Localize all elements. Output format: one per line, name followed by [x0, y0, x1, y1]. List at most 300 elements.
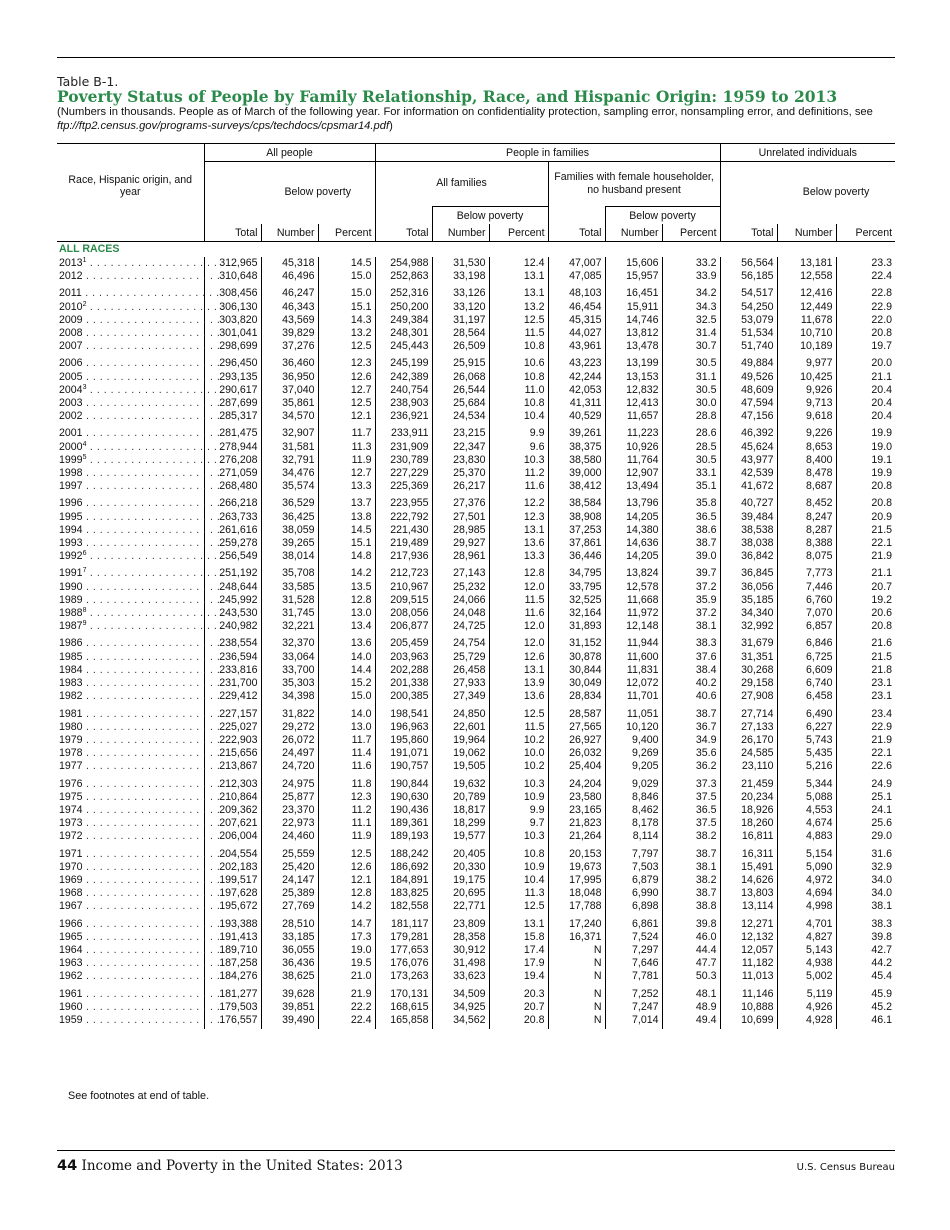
data-cell: 298,699: [204, 340, 261, 353]
data-cell: 207,621: [204, 817, 261, 830]
data-cell: 38,580: [548, 454, 605, 467]
data-cell: 12.5: [489, 900, 548, 913]
data-cell: 22.4: [836, 270, 895, 283]
data-cell: 38,038: [720, 537, 777, 550]
data-cell: 281,475: [204, 423, 261, 440]
data-cell: 7,247: [605, 1001, 662, 1014]
footnote-marker: 8: [82, 607, 87, 615]
data-cell: 23,809: [432, 914, 489, 931]
data-cell: 27,501: [432, 511, 489, 524]
data-cell: 278,944: [204, 441, 261, 454]
data-cell: 190,757: [375, 760, 432, 773]
data-cell: 12.5: [318, 844, 375, 861]
data-cell: 25,232: [432, 581, 489, 594]
data-cell: 9,226: [777, 423, 836, 440]
year-label: 1988: [59, 607, 83, 620]
year-cell: [57, 563, 225, 580]
table-row: [57, 830, 895, 843]
year-cell: [57, 467, 221, 480]
data-cell: 36,845: [720, 563, 777, 580]
data-cell: 249,384: [375, 314, 432, 327]
table-row: [57, 957, 895, 970]
data-cell: 11,146: [720, 984, 777, 1001]
data-cell: 34.2: [662, 283, 720, 300]
data-cell: 20,234: [720, 791, 777, 804]
data-cell: 35,574: [261, 480, 318, 493]
year-cell: [57, 690, 221, 703]
year-label: 1964: [59, 943, 83, 956]
data-cell: 20.7: [489, 1001, 548, 1014]
data-cell: 13.3: [489, 550, 548, 563]
data-cell: 38.3: [662, 633, 720, 650]
data-cell: 195,672: [204, 900, 261, 913]
data-cell: 303,820: [204, 314, 261, 327]
table-row: [57, 384, 895, 397]
leader-dots: . . . . . . . . . . . . . . . . . . . .: [82, 970, 221, 983]
year-label: 1999: [59, 453, 83, 466]
data-cell: 37.3: [662, 774, 720, 791]
data-cell: 6,458: [777, 690, 836, 703]
data-cell: 212,723: [375, 563, 432, 580]
data-cell: 34.9: [662, 734, 720, 747]
col-number: Number: [605, 224, 662, 242]
data-cell: 230,789: [375, 454, 432, 467]
data-cell: 50.3: [662, 970, 720, 983]
data-cell: 38,375: [548, 441, 605, 454]
leader-dots: . . . . . . . . . . . . . . . . . . . .: [82, 803, 221, 816]
year-cell: [57, 790, 221, 804]
year-label: 1994: [59, 523, 83, 536]
leader-dots: . . . . . . . . . . . . . . . . . . . .: [82, 313, 221, 326]
section-label: ALL RACES: [59, 242, 120, 255]
leader-dots: . . . . . . . . . . . . . . . . . . . .: [86, 453, 225, 466]
data-cell: 11.5: [489, 721, 548, 734]
leader-dots: . . . . . . . . . . . . . . . . . . . .: [86, 300, 225, 313]
data-cell: 254,988: [375, 257, 432, 270]
data-cell: 22.1: [836, 537, 895, 550]
data-cell: 245,443: [375, 340, 432, 353]
leader-dots: . . . . . . . . . . . . . . . . . . . .: [86, 620, 225, 633]
data-cell: 19,062: [432, 747, 489, 760]
data-cell: 195,860: [375, 734, 432, 747]
data-cell: 227,157: [204, 704, 261, 721]
data-cell: 35.1: [662, 480, 720, 493]
data-cell: 11,223: [605, 423, 662, 440]
data-cell: 12.1: [318, 410, 375, 423]
leader-dots: . . . . . . . . . . . . . . . . . . . .: [82, 497, 221, 510]
data-cell: 231,909: [375, 441, 432, 454]
data-cell: 252,316: [375, 283, 432, 300]
data-cell: 28,510: [261, 914, 318, 931]
data-cell: 14,626: [720, 874, 777, 887]
agency-name: U.S. Census Bureau: [796, 1162, 895, 1173]
table-row: [57, 914, 895, 931]
data-cell: 15.2: [318, 677, 375, 690]
data-cell: 6,227: [777, 721, 836, 734]
data-cell: 11.2: [318, 804, 375, 817]
data-cell: 19,505: [432, 760, 489, 773]
data-cell: 20.8: [489, 1014, 548, 1029]
data-cell: 34.3: [662, 301, 720, 314]
table-row: [57, 340, 895, 353]
data-cell: 14.5: [318, 524, 375, 537]
data-cell: 41,311: [548, 397, 605, 410]
data-cell: 13.3: [318, 480, 375, 493]
data-cell: 10,710: [777, 327, 836, 340]
year-cell: [57, 440, 225, 454]
year-cell: [57, 774, 221, 791]
data-cell: 35,708: [261, 563, 318, 580]
data-cell: 7,773: [777, 563, 836, 580]
year-cell: [57, 607, 225, 620]
data-cell: 22.4: [318, 1014, 375, 1029]
data-cell: 17.3: [318, 931, 375, 944]
table-row: [57, 581, 895, 594]
data-cell: 5,088: [777, 791, 836, 804]
data-cell: 12.3: [318, 791, 375, 804]
data-cell: 30,049: [548, 677, 605, 690]
year-cell: [57, 537, 221, 550]
leader-dots: . . . . . . . . . . . . . . . . . . . .: [82, 537, 221, 550]
data-cell: 12.5: [318, 340, 375, 353]
data-cell: 39,265: [261, 537, 318, 550]
data-cell: 22,973: [261, 817, 318, 830]
data-cell: 21.5: [836, 651, 895, 664]
data-cell: 31,528: [261, 594, 318, 607]
data-cell: 49,526: [720, 371, 777, 384]
data-cell: 189,361: [375, 817, 432, 830]
data-cell: 8,478: [777, 467, 836, 480]
table-row: [57, 353, 895, 370]
data-cell: 19.2: [836, 594, 895, 607]
bottom-rule: [57, 1150, 895, 1151]
data-cell: 13.0: [318, 607, 375, 620]
data-cell: 40,529: [548, 410, 605, 423]
year-cell: [57, 817, 221, 830]
data-cell: 23,370: [261, 804, 318, 817]
data-cell: 7,524: [605, 931, 662, 944]
data-cell: 22,601: [432, 721, 489, 734]
data-cell: 14.7: [318, 914, 375, 931]
data-cell: 8,075: [777, 550, 836, 563]
data-cell: 17.9: [489, 957, 548, 970]
table-row: [57, 664, 895, 677]
year-label: 1959: [59, 1013, 83, 1026]
top-rule: [57, 57, 895, 58]
year-cell: [57, 580, 221, 594]
data-cell: 217,936: [375, 550, 432, 563]
data-cell: 8,388: [777, 537, 836, 550]
data-cell: 17,788: [548, 900, 605, 913]
data-cell: 25,559: [261, 844, 318, 861]
data-cell: 19,673: [548, 861, 605, 874]
year-cell: [57, 747, 221, 760]
year-label: 1984: [59, 663, 83, 676]
data-cell: 13,114: [720, 900, 777, 913]
data-cell: 227,229: [375, 467, 432, 480]
year-cell: [57, 620, 225, 633]
data-cell: 32,791: [261, 454, 318, 467]
data-cell: 44,027: [548, 327, 605, 340]
data-cell: 31,530: [432, 257, 489, 270]
data-cell: 12.1: [318, 874, 375, 887]
data-cell: 35.8: [662, 493, 720, 510]
data-cell: 24,720: [261, 760, 318, 773]
data-cell: 276,208: [204, 454, 261, 467]
year-cell: [57, 943, 221, 957]
data-cell: 9,713: [777, 397, 836, 410]
data-cell: 26,458: [432, 664, 489, 677]
data-cell: 9,029: [605, 774, 662, 791]
data-cell: 48,609: [720, 384, 777, 397]
data-cell: 30.5: [662, 353, 720, 370]
data-cell: 30.5: [662, 384, 720, 397]
data-cell: 250,200: [375, 301, 432, 314]
leader-dots: . . . . . . . . . . . . . . . . . . . .: [82, 580, 221, 593]
data-cell: 14.8: [318, 550, 375, 563]
data-cell: 19.1: [836, 454, 895, 467]
year-cell: [57, 930, 221, 944]
data-cell: 312,965: [204, 257, 261, 270]
data-cell: 36,460: [261, 353, 318, 370]
data-cell: 20.8: [836, 327, 895, 340]
year-cell: [57, 493, 221, 510]
data-cell: 263,733: [204, 511, 261, 524]
data-cell: 13.2: [318, 327, 375, 340]
data-cell: 10.3: [489, 774, 548, 791]
table-row: [57, 257, 895, 270]
data-cell: 259,278: [204, 537, 261, 550]
data-cell: 34,570: [261, 410, 318, 423]
data-cell: 5,154: [777, 844, 836, 861]
data-cell: 11,701: [605, 690, 662, 703]
data-cell: 32,164: [548, 607, 605, 620]
data-cell: 46,343: [261, 301, 318, 314]
year-label: 1991: [59, 567, 83, 580]
data-cell: 22.8: [836, 283, 895, 300]
data-cell: 191,071: [375, 747, 432, 760]
data-cell: 8,687: [777, 480, 836, 493]
year-label: 1961: [59, 987, 83, 1000]
data-cell: 245,992: [204, 594, 261, 607]
year-label: 2005: [59, 370, 83, 383]
year-label: 1977: [59, 760, 83, 773]
data-cell: 12.8: [318, 887, 375, 900]
data-cell: 23.4: [836, 704, 895, 721]
data-cell: 49,884: [720, 353, 777, 370]
year-label: 1989: [59, 593, 83, 606]
data-cell: 28,985: [432, 524, 489, 537]
leader-dots: . . . . . . . . . . . . . . . . . . . .: [82, 943, 221, 956]
data-cell: 36,842: [720, 550, 777, 563]
data-cell: 11,972: [605, 607, 662, 620]
data-cell: 47,007: [548, 257, 605, 270]
table-row: [57, 900, 895, 913]
table-row: [57, 537, 895, 550]
data-cell: 34,509: [432, 984, 489, 1001]
data-cell: 43,977: [720, 454, 777, 467]
data-cell: 306,130: [204, 301, 261, 314]
data-cell: 39.8: [836, 931, 895, 944]
year-cell: [57, 270, 221, 283]
data-cell: 7,797: [605, 844, 662, 861]
data-cell: 5,002: [777, 970, 836, 983]
data-cell: 31.4: [662, 327, 720, 340]
data-cell: 21.1: [836, 563, 895, 580]
data-cell: 22.0: [836, 314, 895, 327]
data-cell: 18,048: [548, 887, 605, 900]
data-cell: 9,400: [605, 734, 662, 747]
year-cell: [57, 844, 221, 861]
year-label: 2001: [59, 427, 83, 440]
data-cell: 199,517: [204, 874, 261, 887]
data-cell: 201,338: [375, 677, 432, 690]
data-cell: 37.2: [662, 607, 720, 620]
data-cell: 33,795: [548, 581, 605, 594]
data-cell: 6,861: [605, 914, 662, 931]
data-cell: 31,679: [720, 633, 777, 650]
data-cell: 252,863: [375, 270, 432, 283]
data-cell: 12.3: [489, 511, 548, 524]
leader-dots: . . . . . . . . . . . . . . . . . . . .: [82, 650, 221, 663]
data-cell: 196,963: [375, 721, 432, 734]
data-cell: 25,370: [432, 467, 489, 480]
data-cell: 21.9: [836, 734, 895, 747]
data-cell: 4,883: [777, 830, 836, 843]
data-cell: 38.2: [662, 830, 720, 843]
data-cell: 8,287: [777, 524, 836, 537]
year-label: 1997: [59, 480, 83, 493]
leader-dots: . . . . . . . . . . . . . . . . . . . .: [82, 480, 221, 493]
data-cell: 13,803: [720, 887, 777, 900]
data-cell: 11.5: [489, 327, 548, 340]
leader-dots: . . . . . . . . . . . . . . . . . . . .: [82, 930, 221, 943]
data-cell: 34,398: [261, 690, 318, 703]
data-cell: 256,549: [204, 550, 261, 563]
data-cell: 15,957: [605, 270, 662, 283]
data-cell: 6,740: [777, 677, 836, 690]
year-cell: [57, 900, 221, 913]
data-cell: 243,530: [204, 607, 261, 620]
leader-dots: . . . . . . . . . . . . . . . . . . . .: [82, 707, 221, 720]
data-cell: 11.7: [318, 734, 375, 747]
leader-dots: . . . . . . . . . . . . . . . . . . . .: [82, 357, 221, 370]
data-cell: 8,178: [605, 817, 662, 830]
data-cell: 11.7: [318, 423, 375, 440]
year-label: 1969: [59, 873, 83, 886]
data-cell: 28,961: [432, 550, 489, 563]
year-cell: [57, 957, 221, 970]
data-cell: 26,509: [432, 340, 489, 353]
year-cell: [57, 410, 221, 423]
data-cell: 11.9: [318, 830, 375, 843]
data-cell: 12.0: [489, 581, 548, 594]
data-cell: 13,478: [605, 340, 662, 353]
data-cell: 28,564: [432, 327, 489, 340]
year-cell: [57, 257, 225, 270]
data-cell: 16,451: [605, 283, 662, 300]
data-cell: 18,299: [432, 817, 489, 830]
data-cell: 8,462: [605, 804, 662, 817]
data-cell: 35,861: [261, 397, 318, 410]
data-cell: 37.6: [662, 651, 720, 664]
data-cell: 19.9: [836, 423, 895, 440]
data-cell: 28,834: [548, 690, 605, 703]
data-cell: 19.9: [836, 467, 895, 480]
data-cell: 12.4: [489, 257, 548, 270]
data-cell: 170,131: [375, 984, 432, 1001]
data-cell: 14,380: [605, 524, 662, 537]
data-cell: 20,330: [432, 861, 489, 874]
data-cell: 40,727: [720, 493, 777, 510]
data-cell: 4,926: [777, 1001, 836, 1014]
data-cell: 40.2: [662, 677, 720, 690]
data-cell: 26,927: [548, 734, 605, 747]
data-cell: 47,085: [548, 270, 605, 283]
data-cell: 293,135: [204, 371, 261, 384]
data-cell: 34,476: [261, 467, 318, 480]
data-cell: 231,700: [204, 677, 261, 690]
data-cell: 19,175: [432, 874, 489, 887]
data-cell: 45,624: [720, 441, 777, 454]
data-cell: 28,358: [432, 931, 489, 944]
year-cell: [57, 453, 225, 467]
data-cell: 204,554: [204, 844, 261, 861]
data-cell: 10,699: [720, 1014, 777, 1029]
data-cell: 48.1: [662, 984, 720, 1001]
data-cell: 22,347: [432, 441, 489, 454]
year-label: 2003: [59, 397, 83, 410]
year-label: 1986: [59, 637, 83, 650]
data-cell: 38.1: [836, 900, 895, 913]
data-cell: 11.0: [489, 384, 548, 397]
footnote-marker: 7: [82, 567, 87, 575]
subtitle-link[interactable]: ftp://ftp2.census.gov/programs-surveys/cps/techdocs/cpsmar14.pdf: [57, 120, 390, 132]
year-cell: [57, 283, 220, 300]
data-cell: 23.1: [836, 690, 895, 703]
data-cell: 39,829: [261, 327, 318, 340]
data-cell: 23,215: [432, 423, 489, 440]
data-cell: 7,781: [605, 970, 662, 983]
data-cell: 10,120: [605, 721, 662, 734]
data-cell: 11.2: [489, 467, 548, 480]
data-cell: 9.7: [489, 817, 548, 830]
data-cell: 236,594: [204, 651, 261, 664]
data-cell: 11.9: [318, 454, 375, 467]
col-number: Number: [432, 224, 489, 242]
leader-dots: . . . . . . . . . . . . . . . . . . . .: [82, 747, 221, 760]
data-cell: 183,825: [375, 887, 432, 900]
table-row: [57, 397, 895, 410]
table-row: [57, 270, 895, 283]
data-cell: 27,933: [432, 677, 489, 690]
data-cell: 33,585: [261, 581, 318, 594]
col-total: Total: [204, 224, 261, 242]
data-cell: 11.1: [318, 817, 375, 830]
table-row: [57, 550, 895, 563]
data-cell: 48.9: [662, 1001, 720, 1014]
data-cell: 24.1: [836, 804, 895, 817]
year-label: 2009: [59, 313, 83, 326]
data-cell: 7,014: [605, 1014, 662, 1029]
data-cell: 38.4: [662, 664, 720, 677]
data-cell: 7,297: [605, 944, 662, 957]
data-cell: 44.4: [662, 944, 720, 957]
data-cell: 203,963: [375, 651, 432, 664]
data-cell: 21.9: [836, 550, 895, 563]
leader-dots: . . . . . . . . . . . . . . . . . . . .: [81, 287, 220, 300]
data-cell: 5,743: [777, 734, 836, 747]
